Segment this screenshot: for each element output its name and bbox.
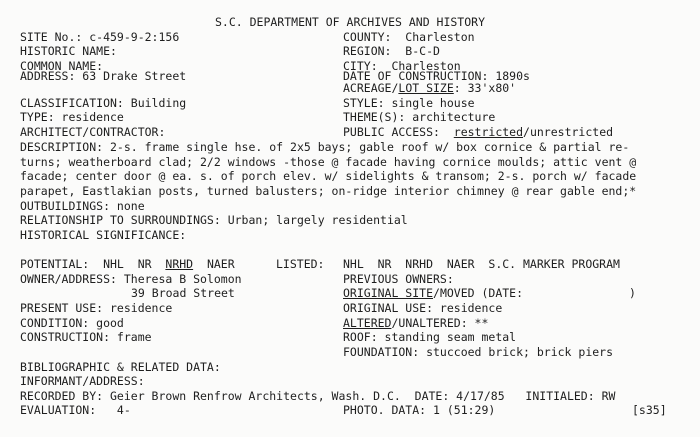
listed-options: NHL NR NRHD NAER S.C. MARKER PROGRAM [343, 257, 620, 271]
bibliographic-data: BIBLIOGRAPHIC & RELATED DATA: [20, 360, 221, 374]
original-site-rest: /MOVED (DATE: [433, 286, 524, 300]
public-access [343, 125, 613, 139]
region: REGION: B-C-D [343, 44, 440, 58]
architect-contractor: ARCHITECT/CONTRACTOR: [20, 125, 166, 139]
style: STYLE: single house [343, 96, 475, 110]
altered-selected: ALTERED [343, 316, 392, 330]
outbuildings: OUTBUILDINGS: none [20, 199, 145, 213]
description-line-3: facade; center door @ ea. s. of porch elev. w/ sidelights & transom; 2-s. porch w/ facade [20, 169, 637, 183]
potential [20, 257, 235, 271]
previous-owners: PREVIOUS OWNERS: [343, 272, 454, 286]
evaluation: EVALUATION: 4- [20, 403, 131, 417]
roof: ROOF: standing seam metal [343, 330, 517, 344]
original-site-moved [343, 286, 523, 300]
type: TYPE: residence [20, 110, 124, 124]
recorded-by: RECORDED BY: Geier Brown Renfrow Architects, Wash. D.C. DATE: 4/17/85 INITIALED: RW [20, 389, 616, 403]
description-line-1: DESCRIPTION: 2-s. frame single hse. of 2x5 bays; gable roof w/ box cornice & partial re- [20, 140, 630, 154]
description-line-4: parapet, Eastlakian posts, turned balusters; on-ridge interior chimney @ rear gable end;* [20, 184, 637, 198]
acreage-label: ACREAGE/ [343, 81, 399, 95]
description-line-2: turns; weatherboard clad; 2/2 windows -those @ facade having cornice moulds; attic vent @ [20, 155, 637, 169]
original-site-selected: ORIGINAL SITE [343, 286, 434, 300]
historic-name: HISTORIC NAME: [20, 44, 117, 58]
acreage-value: : 33'x80' [453, 81, 517, 95]
potential-label: POTENTIAL: NHL NR [20, 257, 166, 271]
lot-size-selected: LOT SIZE [398, 81, 454, 95]
public-access-rest: /unrestricted [523, 125, 614, 139]
original-site-close: ) [629, 286, 636, 300]
public-access-label: PUBLIC ACCESS: [343, 125, 454, 139]
photo-data: PHOTO. DATA: 1 (51:29) [343, 403, 496, 417]
relationship-to-surroundings: RELATIONSHIP TO SURROUNDINGS: Urban; largely residential [20, 213, 408, 227]
card-reference: [s35] [632, 403, 667, 417]
county: COUNTY: Charleston [343, 30, 475, 44]
construction: CONSTRUCTION: frame [20, 330, 152, 344]
historical-significance: HISTORICAL SIGNIFICANCE: [20, 228, 187, 242]
acreage-lot-size [343, 81, 516, 95]
potential-rest: NAER [193, 257, 235, 271]
owner-address: OWNER/ADDRESS: Theresa B Solomon [20, 272, 242, 286]
present-use: PRESENT USE: residence [20, 301, 173, 315]
themes: THEME(S): architecture [343, 110, 496, 124]
informant-address: INFORMANT/ADDRESS: [20, 374, 145, 388]
owner-address-line-2: 39 Broad Street [131, 286, 235, 300]
classification: CLASSIFICATION: Building [20, 96, 187, 110]
potential-selected: NRHD [165, 257, 194, 271]
card-title: S.C. DEPARTMENT OF ARCHIVES AND HISTORY [214, 15, 486, 29]
condition: CONDITION: good [20, 316, 124, 330]
public-access-selected: restricted [453, 125, 524, 139]
date-of-construction: DATE OF CONSTRUCTION: 1890s [343, 69, 530, 83]
altered-rest: /UNALTERED: ** [391, 316, 489, 330]
original-use: ORIGINAL USE: residence [343, 301, 503, 315]
altered-unaltered [343, 316, 488, 330]
listed-label: LISTED: [276, 257, 325, 271]
city: CITY: Charleston [343, 59, 461, 73]
address: ADDRESS: 63 Drake Street [20, 69, 187, 83]
foundation: FOUNDATION: stuccoed brick; brick piers [343, 345, 614, 359]
site-number: SITE No.: c-459-9-2:156 [20, 30, 180, 44]
common-name: COMMON NAME: [20, 59, 104, 73]
